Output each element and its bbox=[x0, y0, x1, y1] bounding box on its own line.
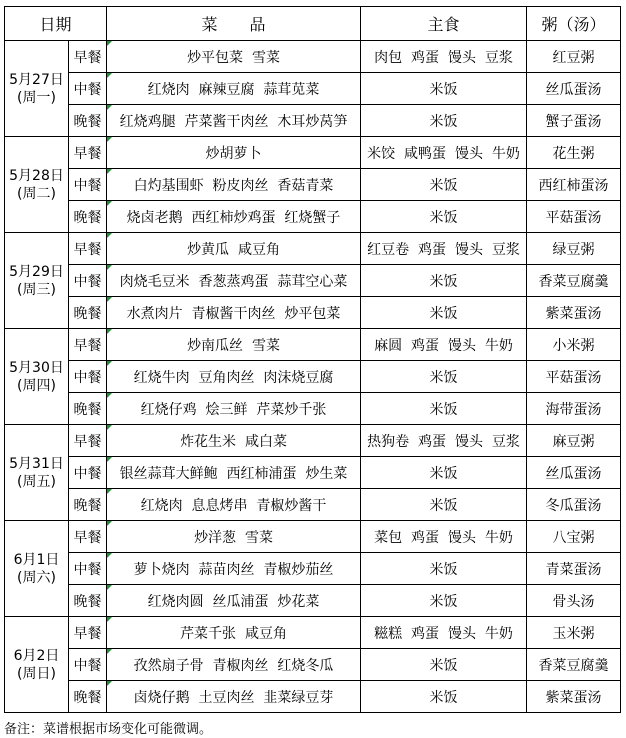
porridge-cell-text: 冬瓜蛋汤 bbox=[545, 497, 602, 514]
meal-cell-text: 晚餐 bbox=[73, 401, 102, 418]
porridge-cell bbox=[527, 361, 621, 393]
dishes-cell bbox=[107, 681, 361, 713]
porridge-cell-text: 花生粥 bbox=[552, 145, 595, 162]
table-row bbox=[5, 233, 621, 265]
table-row bbox=[5, 169, 621, 201]
dishes-cell-text: 孜然扇子骨 青椒肉丝 红烧冬瓜 bbox=[133, 657, 334, 674]
staple-cell bbox=[361, 649, 527, 681]
header-dishes: 菜 品 bbox=[107, 7, 361, 41]
meal-cell-text: 晚餐 bbox=[73, 593, 102, 610]
date-label: 5月28日 bbox=[9, 167, 64, 184]
staple-cell bbox=[361, 393, 527, 425]
staple-cell-text: 米饭 bbox=[429, 497, 458, 514]
porridge-cell bbox=[527, 649, 621, 681]
staple-cell bbox=[361, 521, 527, 553]
porridge-cell-text: 紫菜蛋汤 bbox=[545, 305, 602, 322]
staple-cell bbox=[361, 265, 527, 297]
porridge-cell-text: 八宝粥 bbox=[552, 529, 595, 546]
table-row bbox=[5, 521, 621, 553]
porridge-cell bbox=[527, 521, 621, 553]
table-row bbox=[5, 681, 621, 713]
date-cell bbox=[5, 617, 69, 713]
staple-cell bbox=[361, 617, 527, 649]
staple-cell-text: 热狗卷 鸡蛋 馒头 豆浆 bbox=[367, 433, 520, 450]
staple-cell bbox=[361, 681, 527, 713]
date-cell bbox=[5, 137, 69, 233]
dishes-cell bbox=[107, 521, 361, 553]
dishes-cell-text: 红烧仔鸡 烩三鲜 芹菜炒千张 bbox=[140, 401, 327, 418]
weekday-label: (周二) bbox=[17, 185, 56, 202]
menu-body bbox=[5, 41, 621, 713]
dishes-cell-text: 卤烧仔鹅 土豆肉丝 韭菜绿豆芽 bbox=[133, 689, 334, 706]
meal-cell-text: 中餐 bbox=[73, 81, 102, 98]
meal-cell bbox=[69, 233, 107, 265]
dishes-cell-text: 水煮肉片 青椒酱干肉丝 炒平包菜 bbox=[126, 305, 341, 322]
staple-cell bbox=[361, 41, 527, 73]
dishes-cell-text: 红烧肉圆 丝瓜浦蛋 炒花菜 bbox=[147, 593, 320, 610]
date-cell bbox=[5, 233, 69, 329]
weekday-label: (周五) bbox=[17, 473, 56, 490]
table-row bbox=[5, 105, 621, 137]
dishes-cell bbox=[107, 73, 361, 105]
dishes-cell-text: 烧卤老鹅 西红柿炒鸡蛋 红烧蟹子 bbox=[126, 209, 341, 226]
meal-cell bbox=[69, 585, 107, 617]
date-cell bbox=[5, 521, 69, 617]
staple-cell-text: 米饭 bbox=[429, 81, 458, 98]
porridge-cell-text: 蟹子蛋汤 bbox=[545, 113, 602, 130]
staple-cell-text: 米饭 bbox=[429, 177, 458, 194]
staple-cell-text: 米饭 bbox=[429, 113, 458, 130]
staple-cell bbox=[361, 169, 527, 201]
meal-cell-text: 晚餐 bbox=[73, 689, 102, 706]
meal-cell-text: 早餐 bbox=[73, 145, 102, 162]
meal-cell bbox=[69, 297, 107, 329]
table-row bbox=[5, 265, 621, 297]
staple-cell bbox=[361, 489, 527, 521]
dishes-cell bbox=[107, 169, 361, 201]
table-row bbox=[5, 425, 621, 457]
porridge-cell bbox=[527, 585, 621, 617]
meal-cell-text: 中餐 bbox=[73, 657, 102, 674]
date-label: 6月1日 bbox=[13, 551, 60, 568]
meal-cell bbox=[69, 73, 107, 105]
footnote: 备注：菜谱根据市场变化可能微调。 bbox=[4, 722, 213, 737]
table-row bbox=[5, 617, 621, 649]
staple-cell-text: 糍糕 鸡蛋 馒头 牛奶 bbox=[374, 625, 513, 642]
date-label: 5月31日 bbox=[9, 455, 64, 472]
porridge-cell bbox=[527, 681, 621, 713]
porridge-cell-text: 平菇蛋汤 bbox=[545, 369, 602, 386]
dishes-cell bbox=[107, 489, 361, 521]
dishes-cell-text: 炒胡萝卜 bbox=[205, 145, 262, 162]
dishes-cell bbox=[107, 201, 361, 233]
meal-cell bbox=[69, 649, 107, 681]
meal-cell-text: 中餐 bbox=[73, 177, 102, 194]
meal-cell bbox=[69, 201, 107, 233]
table-row bbox=[5, 393, 621, 425]
staple-cell-text: 红豆卷 鸡蛋 馒头 豆浆 bbox=[367, 241, 520, 258]
staple-cell bbox=[361, 457, 527, 489]
porridge-cell bbox=[527, 329, 621, 361]
staple-cell-text: 米饭 bbox=[429, 689, 458, 706]
dishes-cell bbox=[107, 297, 361, 329]
porridge-cell-text: 绿豆粥 bbox=[552, 241, 595, 258]
dishes-cell-text: 萝卜烧肉 蒜苗肉丝 青椒炒茄丝 bbox=[133, 561, 334, 578]
meal-cell-text: 晚餐 bbox=[73, 113, 102, 130]
porridge-cell-text: 香菜豆腐羹 bbox=[538, 657, 609, 674]
staple-cell bbox=[361, 105, 527, 137]
table-row bbox=[5, 489, 621, 521]
meal-cell bbox=[69, 553, 107, 585]
weekly-menu-table bbox=[4, 6, 621, 713]
meal-cell bbox=[69, 105, 107, 137]
dishes-cell-text: 红烧肉 息息烤串 青椒炒酱干 bbox=[140, 497, 327, 514]
staple-cell-text: 米饭 bbox=[429, 305, 458, 322]
meal-cell-text: 晚餐 bbox=[73, 209, 102, 226]
porridge-cell bbox=[527, 41, 621, 73]
porridge-cell bbox=[527, 553, 621, 585]
porridge-cell bbox=[527, 489, 621, 521]
meal-cell-text: 中餐 bbox=[73, 465, 102, 482]
table-row bbox=[5, 457, 621, 489]
staple-cell-text: 米饭 bbox=[429, 657, 458, 674]
meal-cell bbox=[69, 329, 107, 361]
meal-cell-text: 早餐 bbox=[73, 529, 102, 546]
porridge-cell-text: 小米粥 bbox=[552, 337, 595, 354]
meal-cell bbox=[69, 393, 107, 425]
header-row bbox=[5, 7, 621, 41]
dishes-cell-text: 炒黄瓜 咸豆角 bbox=[187, 241, 280, 258]
porridge-cell-text: 平菇蛋汤 bbox=[545, 209, 602, 226]
meal-cell-text: 晚餐 bbox=[73, 497, 102, 514]
weekday-label: (周六) bbox=[17, 569, 56, 586]
meal-cell bbox=[69, 521, 107, 553]
porridge-cell-text: 紫菜蛋汤 bbox=[545, 689, 602, 706]
staple-cell-text: 米饭 bbox=[429, 273, 458, 290]
dishes-cell-text: 白灼基围虾 粉皮肉丝 香菇青菜 bbox=[133, 177, 334, 194]
meal-cell-text: 早餐 bbox=[73, 337, 102, 354]
dishes-cell bbox=[107, 265, 361, 297]
weekday-label: (周一) bbox=[17, 89, 56, 106]
staple-cell-text: 米饭 bbox=[429, 593, 458, 610]
staple-cell-text: 米饭 bbox=[429, 401, 458, 418]
dishes-cell bbox=[107, 361, 361, 393]
date-label: 6月2日 bbox=[13, 647, 60, 664]
porridge-cell bbox=[527, 457, 621, 489]
porridge-cell bbox=[527, 297, 621, 329]
staple-cell bbox=[361, 553, 527, 585]
date-cell bbox=[5, 41, 69, 137]
date-cell bbox=[5, 425, 69, 521]
dishes-cell-text: 肉烧毛豆米 香葱蒸鸡蛋 蒜茸空心菜 bbox=[119, 273, 348, 290]
staple-cell-text: 米饺 咸鸭蛋 馒头 牛奶 bbox=[367, 145, 520, 162]
meal-cell bbox=[69, 457, 107, 489]
header-date: 日期 bbox=[5, 7, 107, 41]
porridge-cell bbox=[527, 617, 621, 649]
meal-cell-text: 早餐 bbox=[73, 433, 102, 450]
staple-cell bbox=[361, 297, 527, 329]
staple-cell bbox=[361, 201, 527, 233]
dishes-cell-text: 红烧鸡腿 芹菜酱干肉丝 木耳炒莴笋 bbox=[119, 113, 348, 130]
porridge-cell-text: 红豆粥 bbox=[552, 49, 595, 66]
dishes-cell bbox=[107, 553, 361, 585]
porridge-cell bbox=[527, 137, 621, 169]
staple-cell bbox=[361, 137, 527, 169]
date-cell bbox=[5, 329, 69, 425]
meal-cell bbox=[69, 41, 107, 73]
meal-cell-text: 中餐 bbox=[73, 561, 102, 578]
porridge-cell-text: 玉米粥 bbox=[552, 625, 595, 642]
porridge-cell-text: 西红柿蛋汤 bbox=[538, 177, 609, 194]
porridge-cell bbox=[527, 105, 621, 137]
porridge-cell-text: 青菜蛋汤 bbox=[545, 561, 602, 578]
header-staple: 主食 bbox=[361, 7, 527, 41]
dishes-cell bbox=[107, 425, 361, 457]
staple-cell-text: 菜包 鸡蛋 馒头 牛奶 bbox=[374, 529, 513, 546]
table-row bbox=[5, 297, 621, 329]
dishes-cell bbox=[107, 457, 361, 489]
porridge-cell-text: 骨头汤 bbox=[552, 593, 595, 610]
porridge-cell bbox=[527, 425, 621, 457]
dishes-cell-text: 炒平包菜 雪菜 bbox=[187, 49, 280, 66]
dishes-cell bbox=[107, 649, 361, 681]
porridge-cell-text: 香菜豆腐羹 bbox=[538, 273, 609, 290]
meal-cell bbox=[69, 265, 107, 297]
weekday-label: (周三) bbox=[17, 281, 56, 298]
porridge-cell bbox=[527, 233, 621, 265]
table-row bbox=[5, 41, 621, 73]
porridge-cell bbox=[527, 393, 621, 425]
staple-cell-text: 米饭 bbox=[429, 209, 458, 226]
meal-cell bbox=[69, 137, 107, 169]
dishes-cell-text: 红烧肉 麻辣豆腐 蒜茸苋菜 bbox=[147, 81, 320, 98]
porridge-cell-text: 丝瓜蛋汤 bbox=[545, 465, 602, 482]
porridge-cell bbox=[527, 201, 621, 233]
meal-cell-text: 早餐 bbox=[73, 625, 102, 642]
dishes-cell bbox=[107, 233, 361, 265]
meal-cell-text: 中餐 bbox=[73, 273, 102, 290]
staple-cell-text: 肉包 鸡蛋 馒头 豆浆 bbox=[374, 49, 513, 66]
date-label: 5月27日 bbox=[9, 71, 64, 88]
weekday-label: (周四) bbox=[17, 377, 56, 394]
table-row bbox=[5, 361, 621, 393]
dishes-cell-text: 芹菜千张 咸豆角 bbox=[180, 625, 287, 642]
dishes-cell bbox=[107, 585, 361, 617]
staple-cell bbox=[361, 585, 527, 617]
staple-cell bbox=[361, 425, 527, 457]
dishes-cell bbox=[107, 329, 361, 361]
table-row bbox=[5, 649, 621, 681]
dishes-cell bbox=[107, 105, 361, 137]
meal-cell-text: 早餐 bbox=[73, 241, 102, 258]
staple-cell-text: 米饭 bbox=[429, 561, 458, 578]
staple-cell-text: 麻圆 鸡蛋 馒头 牛奶 bbox=[374, 337, 513, 354]
meal-cell bbox=[69, 169, 107, 201]
staple-cell-text: 米饭 bbox=[429, 465, 458, 482]
dishes-cell bbox=[107, 617, 361, 649]
meal-cell bbox=[69, 361, 107, 393]
dishes-cell bbox=[107, 137, 361, 169]
table-row bbox=[5, 329, 621, 361]
staple-cell bbox=[361, 329, 527, 361]
header-porridge: 粥（汤） bbox=[527, 7, 621, 41]
meal-cell-text: 晚餐 bbox=[73, 305, 102, 322]
meal-cell bbox=[69, 617, 107, 649]
table-row bbox=[5, 73, 621, 105]
dishes-cell-text: 炒南瓜丝 雪菜 bbox=[187, 337, 280, 354]
porridge-cell-text: 丝瓜蛋汤 bbox=[545, 81, 602, 98]
dishes-cell bbox=[107, 41, 361, 73]
porridge-cell bbox=[527, 265, 621, 297]
table-row bbox=[5, 585, 621, 617]
dishes-cell-text: 红烧牛肉 豆角肉丝 肉沫烧豆腐 bbox=[133, 369, 334, 386]
meal-cell-text: 中餐 bbox=[73, 369, 102, 386]
dishes-cell-text: 炒洋葱 雪菜 bbox=[194, 529, 273, 546]
porridge-cell bbox=[527, 73, 621, 105]
staple-cell bbox=[361, 361, 527, 393]
staple-cell bbox=[361, 73, 527, 105]
weekday-label: (周日) bbox=[17, 665, 56, 682]
porridge-cell bbox=[527, 169, 621, 201]
dishes-cell-text: 炸花生米 咸白菜 bbox=[180, 433, 287, 450]
meal-cell bbox=[69, 425, 107, 457]
meal-cell bbox=[69, 681, 107, 713]
date-label: 5月29日 bbox=[9, 263, 64, 280]
dishes-cell-text: 银丝蒜茸大鲜鲍 西红柿浦蛋 炒生菜 bbox=[119, 465, 348, 482]
table-row bbox=[5, 137, 621, 169]
porridge-cell-text: 海带蛋汤 bbox=[545, 401, 602, 418]
date-label: 5月30日 bbox=[9, 359, 64, 376]
table-row bbox=[5, 201, 621, 233]
staple-cell bbox=[361, 233, 527, 265]
dishes-cell bbox=[107, 393, 361, 425]
porridge-cell-text: 麻豆粥 bbox=[552, 433, 595, 450]
staple-cell-text: 米饭 bbox=[429, 369, 458, 386]
meal-cell-text: 早餐 bbox=[73, 49, 102, 66]
table-row bbox=[5, 553, 621, 585]
meal-cell bbox=[69, 489, 107, 521]
